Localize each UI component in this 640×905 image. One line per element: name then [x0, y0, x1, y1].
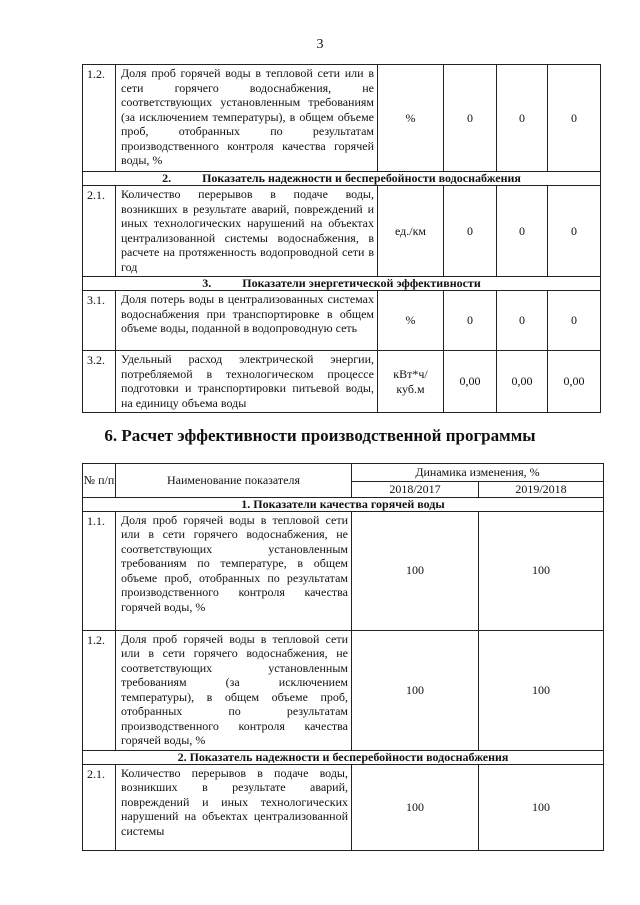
indicator-name: Количество перерывов в подаче воды, возникших в результате аварий, повреждений и иных технологических нарушений на объектах централизованной системы водоснабжения, в расчете на протяженность водопроводной сети в год — [116, 186, 378, 277]
value-cell: 100 — [352, 630, 479, 750]
value-cell: 0 — [444, 65, 497, 172]
section-title: Показатели энергетической эффективности — [242, 276, 481, 290]
section-row — [83, 750, 604, 764]
table-row — [83, 764, 604, 850]
value-cell: 0 — [444, 291, 497, 351]
value-cell: 100 — [479, 511, 604, 630]
table-row — [83, 351, 601, 413]
section-title: Показатель надежности и бесперебойности водоснабжения — [202, 171, 521, 185]
section-number: 3. — [202, 276, 212, 290]
section-row — [83, 172, 601, 186]
value-cell: 100 — [479, 764, 604, 850]
efficiency-table — [82, 463, 604, 851]
row-number: 2.1. — [83, 764, 116, 850]
section-title: 1. Показатели качества горячей воды — [83, 497, 604, 511]
value-cell: 0 — [497, 186, 548, 277]
indicator-name: Доля потерь воды в централизованных системах водоснабжения при транспортировке в общем объеме воды, поданной в водопроводную сеть — [116, 291, 378, 351]
unit-cell: % — [378, 291, 444, 351]
value-cell: 0 — [444, 186, 497, 277]
section-number: 2. — [162, 171, 172, 185]
unit-cell: ед./км — [378, 186, 444, 277]
value-cell: 0 — [548, 291, 601, 351]
value-cell: 0 — [497, 291, 548, 351]
table-row — [83, 186, 601, 277]
indicator-name: Количество перерывов в подаче воды, возникших в результате аварий, повреждений и иных технологических нарушений на объектах централизованной системы — [116, 764, 352, 850]
value-cell: 0 — [497, 65, 548, 172]
value-cell: 0,00 — [548, 351, 601, 413]
table-row — [83, 511, 604, 630]
header-name: Наименование показателя — [116, 464, 352, 498]
value-cell: 100 — [479, 630, 604, 750]
row-number: 1.2. — [83, 65, 116, 172]
indicator-name: Доля проб горячей воды в тепловой сети или в сети горячего водоснабжения, не соответствующих установленным требованиям (за исключением температуры), в общем объеме проб, отобранных по результатам производственного контроля качества горячей воды, % — [116, 630, 352, 750]
row-number: 2.1. — [83, 186, 116, 277]
value-cell: 0,00 — [497, 351, 548, 413]
header-num: № п/п — [83, 464, 116, 498]
value-cell: 0 — [548, 65, 601, 172]
header-period-1: 2018/2017 — [352, 482, 479, 498]
row-number: 1.1. — [83, 511, 116, 630]
indicator-name: Доля проб горячей воды в тепловой сети или в сети горячего водоснабжения, не соответствующих установленным требованиям по температуре, в общем объеме проб, отобранных по результатам производственного контроля качества горячей воды, % — [116, 511, 352, 630]
section-row — [83, 277, 601, 291]
value-cell: 0,00 — [444, 351, 497, 413]
indicator-name: Доля проб горячей воды в тепловой сети или в сети горячего водоснабжения, не соответствующих установленным требованиям (за исключением температуры), в общем объеме проб, отобранных по результатам производственного контроля качества горячей воды, % — [116, 65, 378, 172]
row-number: 1.2. — [83, 630, 116, 750]
indicator-name: Удельный расход электрической энергии, потребляемой в технологическом процессе подготовки и транспортировки питьевой воды, на единицу объема воды — [116, 351, 378, 413]
indicators-table — [82, 64, 601, 413]
section-title: 2. Показатель надежности и бесперебойности водоснабжения — [83, 750, 604, 764]
value-cell: 100 — [352, 511, 479, 630]
value-cell: 0 — [548, 186, 601, 277]
section-row — [83, 497, 604, 511]
table-row — [83, 291, 601, 351]
row-number: 3.1. — [83, 291, 116, 351]
section-heading: 6. Расчет эффективности производственной программы — [104, 426, 536, 445]
page-number: 3 — [316, 37, 324, 52]
unit-cell: % — [378, 65, 444, 172]
value-cell: 100 — [352, 764, 479, 850]
table-row — [83, 65, 601, 172]
header-period-2: 2019/2018 — [479, 482, 604, 498]
table-row — [83, 630, 604, 750]
header-dynamics: Динамика изменения, % — [352, 464, 604, 482]
unit-cell: кВт*ч/ куб.м — [378, 351, 444, 413]
row-number: 3.2. — [83, 351, 116, 413]
